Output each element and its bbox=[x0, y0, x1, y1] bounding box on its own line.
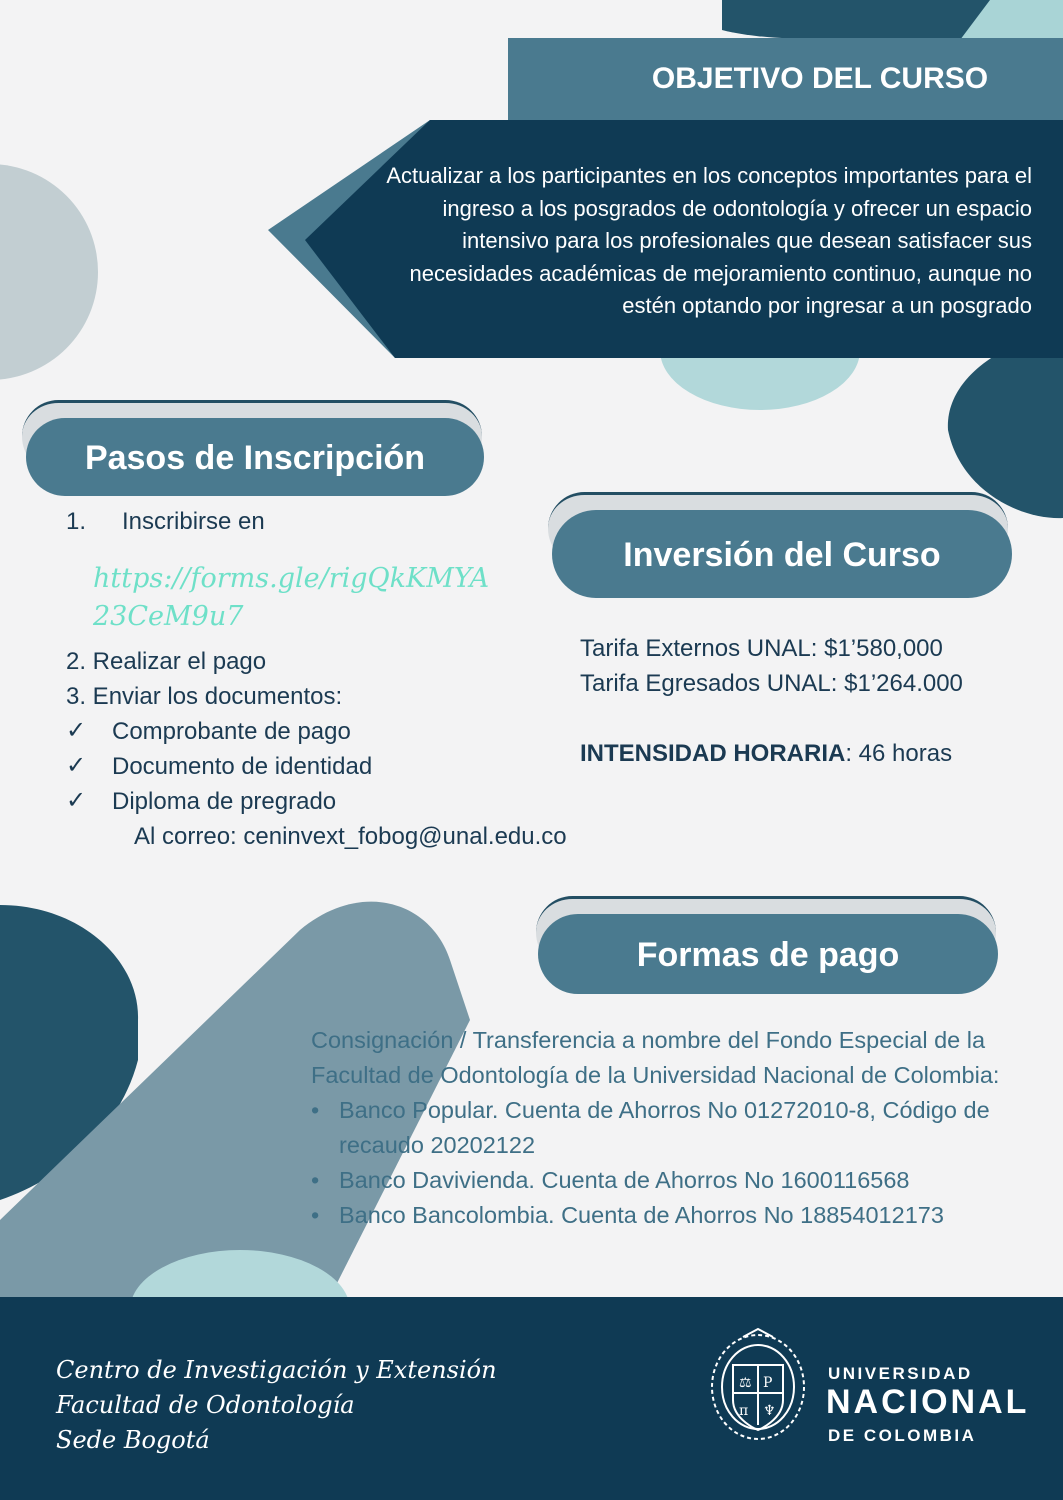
check-icon: ✓ bbox=[66, 717, 87, 744]
bank-list bbox=[311, 1093, 1026, 1233]
step2-label: 2. Realizar el pago bbox=[66, 648, 267, 675]
university-seal-icon bbox=[703, 1325, 813, 1445]
footer-line: Centro de Investigación y Extensión bbox=[56, 1356, 497, 1384]
footer-line: Facultad de Odontología bbox=[56, 1391, 355, 1419]
logo-main-text: NACIONAL bbox=[826, 1383, 1030, 1421]
objective-text: Actualizar a los participantes en los conceptos importantes para el ingreso a los posgrados de odontología y ofrecer un espacio intensivo para los profesionales que desean satisfacer sus necesidades académicas de mejoramiento continuo, aunque no estén optando por ingresar a un posgrado bbox=[386, 163, 1032, 318]
svg-text:P: P bbox=[763, 1375, 773, 1391]
rate-graduates: Tarifa Egresados UNAL: $1’264.000 bbox=[580, 670, 963, 697]
payment-details bbox=[311, 1023, 1026, 1233]
payment-heading bbox=[538, 914, 998, 994]
check-icon: ✓ bbox=[66, 752, 87, 779]
bank-item bbox=[311, 1093, 1026, 1163]
document-item: Diploma de pregrado bbox=[112, 788, 337, 815]
payment-heading-label: Formas de pago bbox=[636, 936, 900, 974]
rate-external: Tarifa Externos UNAL: $1’580,000 bbox=[580, 635, 943, 662]
steps-heading-label: Pasos de Inscripción bbox=[84, 439, 426, 477]
registration-link-line1: https://forms.gle/rigQkKMYA bbox=[93, 563, 490, 594]
email-line: Al correo: ceninvext_fobog@unal.edu.co bbox=[134, 823, 567, 850]
bank-item bbox=[311, 1198, 1026, 1233]
hours-label: INTENSIDAD HORARIA bbox=[580, 740, 846, 767]
bank-item-text: Banco Davivienda. Cuenta de Ahorros No 1600116568 bbox=[339, 1167, 910, 1193]
bank-item-text: Banco Bancolombia. Cuenta de Ahorros No 18854012173 bbox=[339, 1202, 944, 1228]
registration-link-line2: 23CeM9u7 bbox=[93, 601, 244, 632]
investment-heading-label: Inversión del Curso bbox=[623, 536, 941, 574]
document-item: Comprobante de pago bbox=[112, 718, 351, 745]
logo-bottom-text: DE COLOMBIA bbox=[828, 1426, 977, 1445]
document-item: Documento de identidad bbox=[112, 753, 373, 780]
svg-text:⚖: ⚖ bbox=[739, 1375, 752, 1391]
objective-title: OBJETIVO DEL CURSO bbox=[651, 62, 989, 95]
registration-link[interactable] bbox=[93, 560, 489, 636]
step3-label: 3. Enviar los documentos: bbox=[66, 683, 343, 710]
hours-value: : 46 horas bbox=[845, 740, 953, 767]
bank-item bbox=[311, 1163, 1026, 1198]
bank-item-text: Banco Popular. Cuenta de Ahorros No 01272010-8, Código de recaudo 20202122 bbox=[339, 1097, 990, 1158]
bullet-icon: • bbox=[311, 1167, 320, 1193]
step1-label: Inscribirse en bbox=[122, 508, 265, 535]
investment-heading bbox=[552, 510, 1012, 598]
check-icon: ✓ bbox=[66, 787, 87, 814]
bullet-icon: • bbox=[311, 1097, 320, 1123]
footer-line: Sede Bogotá bbox=[56, 1426, 210, 1454]
svg-text:π: π bbox=[739, 1403, 749, 1419]
footer-text bbox=[56, 1353, 497, 1458]
step1-number: 1. bbox=[66, 508, 87, 535]
payment-intro: Consignación / Transferencia a nombre del Fondo Especial de la Facultad de Odontología de la Universidad Nacional de Colombia: bbox=[311, 1027, 1000, 1088]
svg-text:♆: ♆ bbox=[763, 1403, 776, 1419]
logo-top-text: UNIVERSIDAD bbox=[828, 1364, 973, 1383]
hours-line bbox=[580, 740, 952, 768]
steps-heading bbox=[26, 418, 484, 496]
bullet-icon: • bbox=[311, 1202, 320, 1228]
